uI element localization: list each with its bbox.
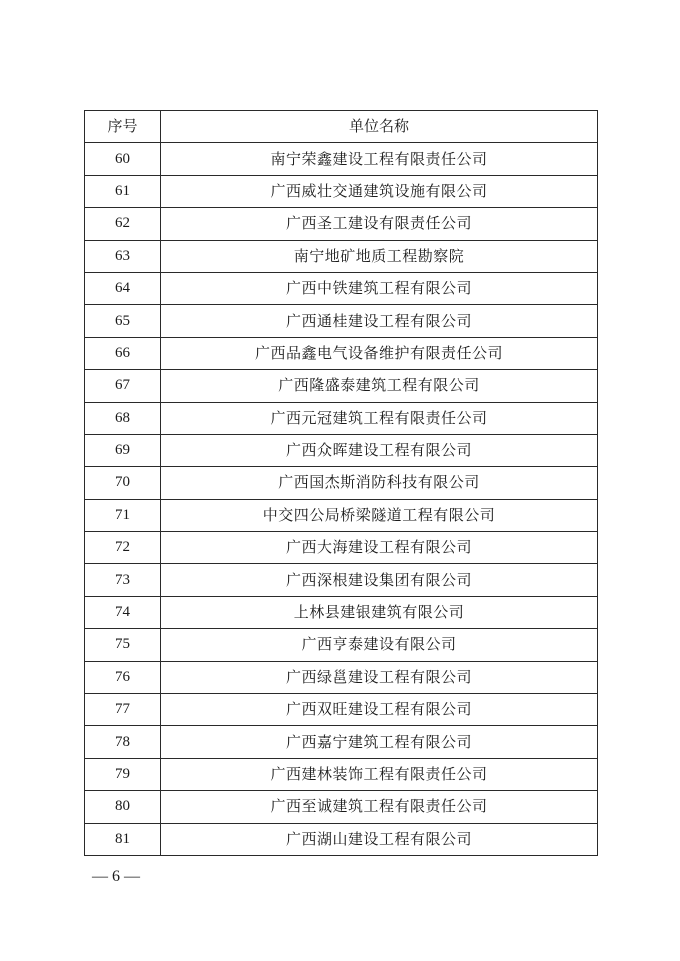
- serial-number-cell: 72: [85, 532, 161, 564]
- header-unit-name: 单位名称: [161, 111, 598, 143]
- serial-number-cell: 69: [85, 434, 161, 466]
- serial-number-cell: 62: [85, 208, 161, 240]
- table-row: [85, 143, 598, 175]
- table-row: [85, 791, 598, 823]
- serial-number-cell: 60: [85, 143, 161, 175]
- unit-name-cell: 广西威壮交通建筑设施有限公司: [161, 175, 598, 207]
- unit-name-cell: 中交四公局桥梁隧道工程有限公司: [161, 499, 598, 531]
- unit-name-cell: 南宁荣鑫建设工程有限责任公司: [161, 143, 598, 175]
- table-row: [85, 629, 598, 661]
- unit-name-cell: 广西亨泰建设有限公司: [161, 629, 598, 661]
- serial-number-cell: 68: [85, 402, 161, 434]
- table-row: [85, 564, 598, 596]
- serial-number-cell: 74: [85, 596, 161, 628]
- unit-name-cell: 广西至诚建筑工程有限责任公司: [161, 791, 598, 823]
- table-row: [85, 726, 598, 758]
- serial-number-cell: 65: [85, 305, 161, 337]
- unit-name-cell: 广西绿邕建设工程有限公司: [161, 661, 598, 693]
- header-serial-number: 序号: [85, 111, 161, 143]
- table-row: [85, 694, 598, 726]
- serial-number-cell: 70: [85, 467, 161, 499]
- unit-name-cell: 广西深根建设集团有限公司: [161, 564, 598, 596]
- unit-list-table: [84, 110, 598, 856]
- table-row: [85, 596, 598, 628]
- table-row: [85, 434, 598, 466]
- table-row: [85, 337, 598, 369]
- table-row: [85, 823, 598, 855]
- serial-number-cell: 78: [85, 726, 161, 758]
- unit-name-cell: 广西双旺建设工程有限公司: [161, 694, 598, 726]
- unit-name-cell: 广西品鑫电气设备维护有限责任公司: [161, 337, 598, 369]
- table-row: [85, 758, 598, 790]
- table-row: [85, 661, 598, 693]
- serial-number-cell: 66: [85, 337, 161, 369]
- serial-number-cell: 64: [85, 272, 161, 304]
- unit-name-cell: 广西国杰斯消防科技有限公司: [161, 467, 598, 499]
- unit-name-cell: 广西大海建设工程有限公司: [161, 532, 598, 564]
- table-body: [85, 143, 598, 856]
- unit-name-cell: 广西湖山建设工程有限公司: [161, 823, 598, 855]
- unit-name-cell: 上林县建银建筑有限公司: [161, 596, 598, 628]
- table-row: [85, 208, 598, 240]
- serial-number-cell: 81: [85, 823, 161, 855]
- unit-name-cell: 广西众晖建设工程有限公司: [161, 434, 598, 466]
- serial-number-cell: 67: [85, 370, 161, 402]
- table-row: [85, 175, 598, 207]
- table-row: [85, 467, 598, 499]
- table-row: [85, 402, 598, 434]
- table-row: [85, 499, 598, 531]
- page-number: — 6 —: [92, 868, 140, 885]
- table-row: [85, 370, 598, 402]
- serial-number-cell: 71: [85, 499, 161, 531]
- table-header-row: [85, 111, 598, 143]
- unit-name-cell: 广西通桂建设工程有限公司: [161, 305, 598, 337]
- table-row: [85, 272, 598, 304]
- serial-number-cell: 77: [85, 694, 161, 726]
- unit-name-cell: 广西元冠建筑工程有限责任公司: [161, 402, 598, 434]
- serial-number-cell: 73: [85, 564, 161, 596]
- serial-number-cell: 75: [85, 629, 161, 661]
- serial-number-cell: 61: [85, 175, 161, 207]
- serial-number-cell: 76: [85, 661, 161, 693]
- serial-number-cell: 63: [85, 240, 161, 272]
- table-row: [85, 240, 598, 272]
- table-row: [85, 532, 598, 564]
- table-row: [85, 305, 598, 337]
- serial-number-cell: 80: [85, 791, 161, 823]
- unit-name-cell: 广西隆盛泰建筑工程有限公司: [161, 370, 598, 402]
- unit-name-cell: 广西中铁建筑工程有限公司: [161, 272, 598, 304]
- unit-name-cell: 广西建林装饰工程有限责任公司: [161, 758, 598, 790]
- serial-number-cell: 79: [85, 758, 161, 790]
- unit-name-cell: 广西圣工建设有限责任公司: [161, 208, 598, 240]
- unit-name-cell: 南宁地矿地质工程勘察院: [161, 240, 598, 272]
- unit-name-cell: 广西嘉宁建筑工程有限公司: [161, 726, 598, 758]
